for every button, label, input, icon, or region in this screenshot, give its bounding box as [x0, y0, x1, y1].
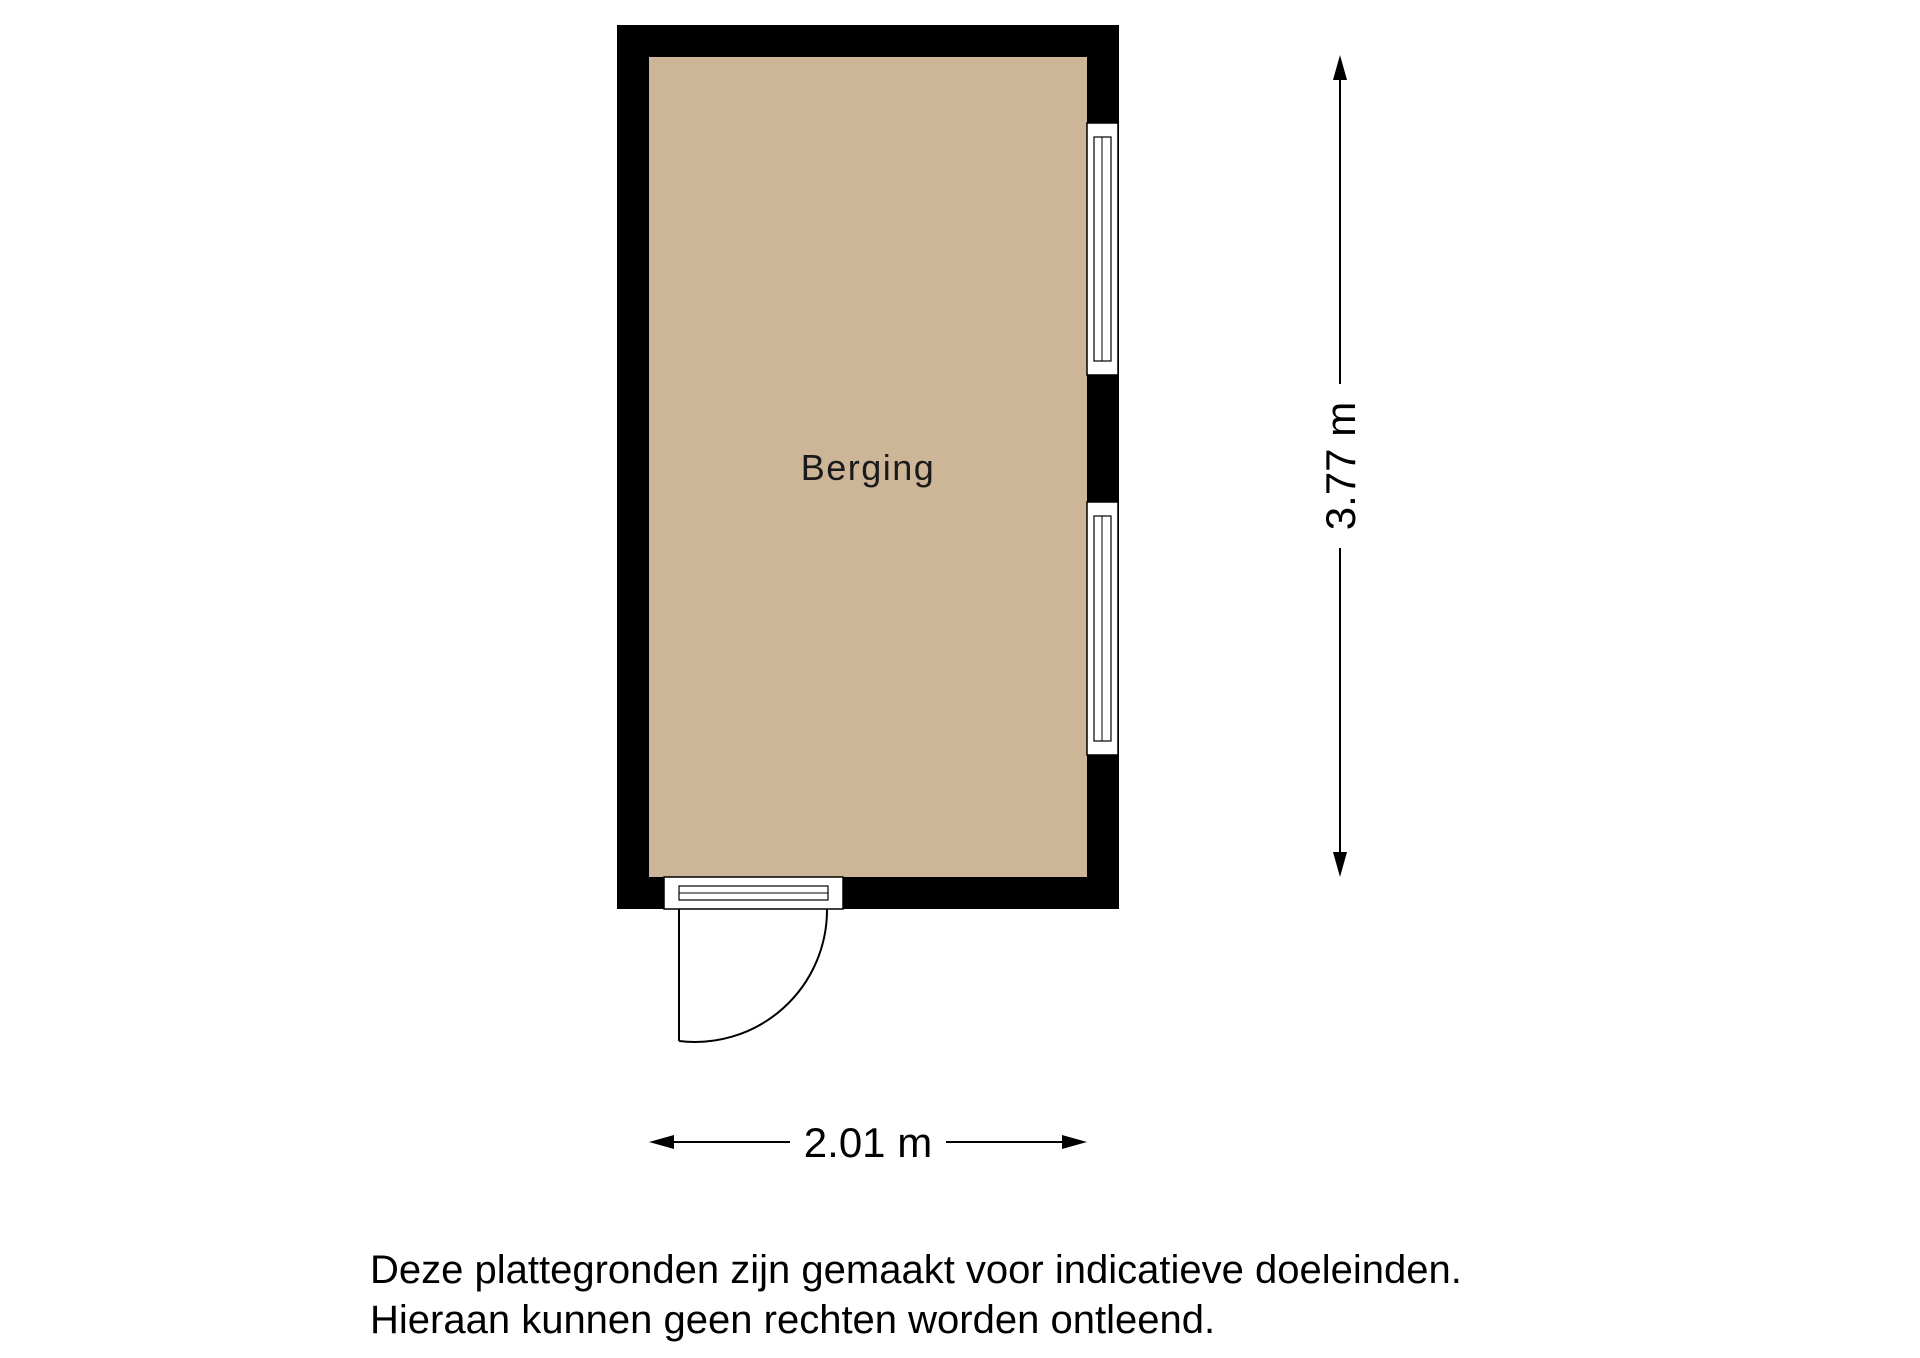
door [664, 877, 843, 1042]
window-right-lower [1087, 502, 1118, 755]
disclaimer [370, 1245, 1770, 1345]
dimension-depth [1317, 55, 1364, 877]
disclaimer-line-1: Deze plattegronden zijn gemaakt voor indicatieve doeleinden. [370, 1248, 1462, 1292]
window-right-upper [1087, 123, 1118, 375]
depth-label: 3.77 m [1317, 401, 1364, 531]
width-label: 2.01 m [803, 1119, 933, 1166]
room-label: Berging [800, 447, 936, 488]
dimension-width [649, 1119, 1087, 1166]
disclaimer-line-2: Hieraan kunnen geen rechten worden ontleend. [370, 1298, 1216, 1342]
